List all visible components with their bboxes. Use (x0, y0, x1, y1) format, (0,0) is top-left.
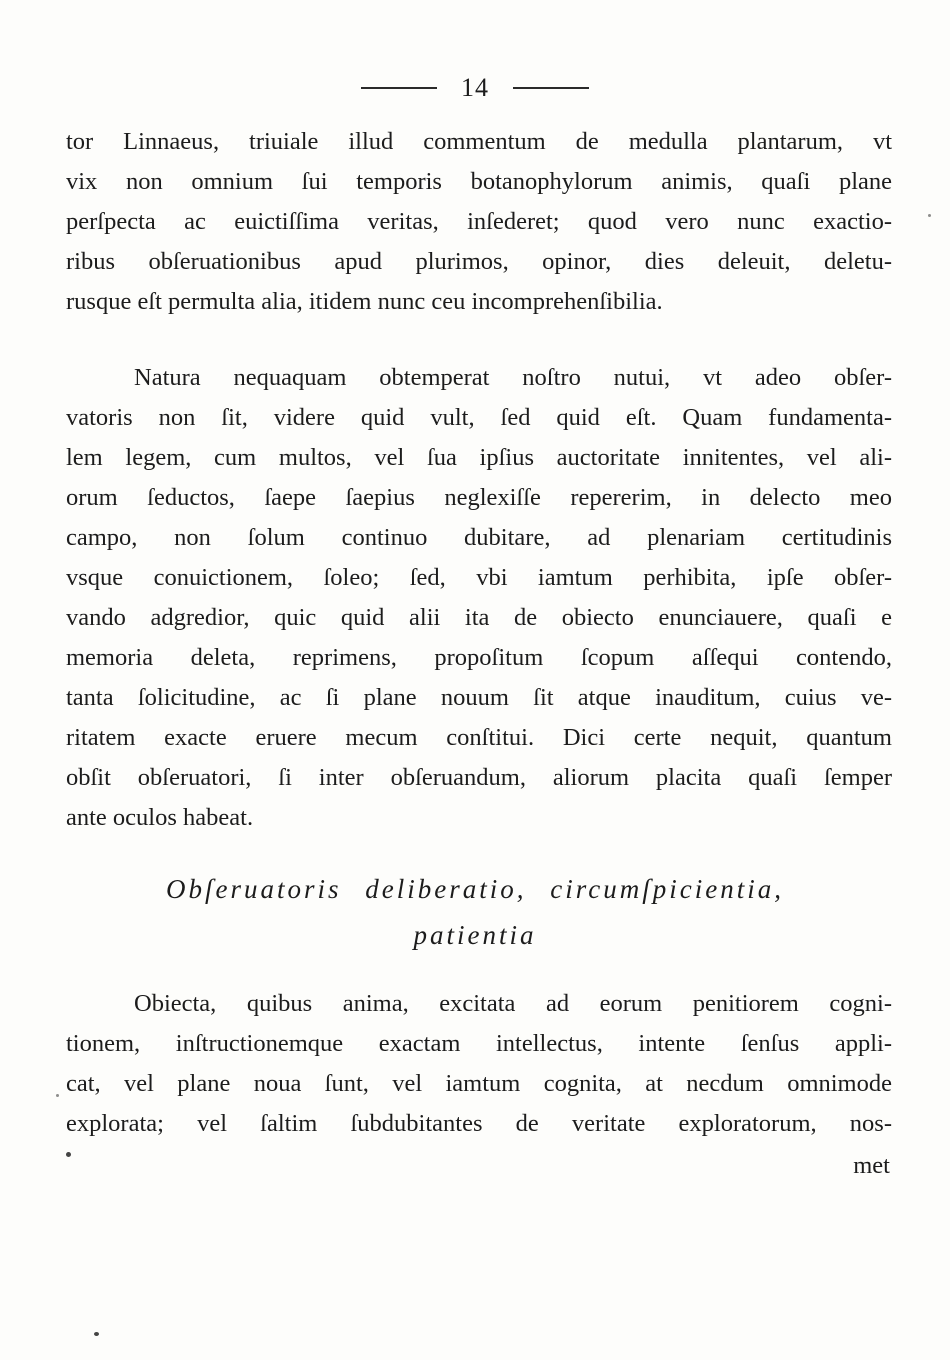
text-line: vix non omnium ſui temporis botanophylorum animis, quaſi plane (66, 168, 892, 195)
ink-speck (928, 214, 931, 217)
header-rule-left (361, 87, 437, 89)
text-line: lem legem, cum multos, vel ſua ipſius auctoritate innitentes, vel ali- (66, 444, 892, 471)
section-heading-continued: patientia (413, 920, 537, 950)
text-line: tionem, inſtructionemque exactam intellectus, intente ſenſus appli- (66, 1030, 892, 1057)
catchword: met (853, 1152, 890, 1179)
text-line: ante oculos habeat. (66, 804, 254, 831)
ink-speck (56, 1094, 59, 1097)
text-line: ribus obſeruationibus apud plurimos, opinor, dies deleuit, deletu- (66, 248, 892, 275)
text-line: Natura nequaquam obtemperat noſtro nutui, vt adeo obſer- (134, 364, 892, 391)
text-line: tanta ſolicitudine, ac ſi plane nouum ſit atque inauditum, cuius ve- (66, 684, 892, 711)
text-line: perſpecta ac euictiſſima veritas, inſederet; quod vero nunc exactio- (66, 208, 892, 235)
section-heading: Obſeruatoris deliberatio, circumſpicientia, (166, 874, 784, 904)
text-line: vsque conuictionem, ſoleo; ſed, vbi iamtum perhibita, ipſe obſer- (66, 564, 892, 591)
text-line: tor Linnaeus, triuiale illud commentum de medulla plantarum, vt (66, 128, 892, 155)
text-line: explorata; vel ſaltim ſubdubitantes de veritate exploratorum, nos- (66, 1110, 892, 1137)
text-line: orum ſeductos, ſaepe ſaepius neglexiſſe repererim, in delecto meo (66, 484, 892, 511)
text-line: ritatem exacte eruere mecum conſtitui. Dici certe nequit, quantum (66, 724, 892, 751)
ink-speck (66, 1152, 71, 1157)
text-line: Obiecta, quibus anima, excitata ad eorum penitiorem cogni- (134, 990, 892, 1017)
page-number: 14 (461, 73, 489, 102)
text-line: campo, non ſolum continuo dubitare, ad plenariam certitudinis (66, 524, 892, 551)
ink-speck (94, 1332, 99, 1336)
text-line: vando adgredior, quic quid alii ita de obiecto enunciauere, quaſi e (66, 604, 892, 631)
text-line: vatoris non ſit, videre quid vult, ſed quid eſt. Quam fundamenta- (66, 404, 892, 431)
text-line: obſit obſeruatori, ſi inter obſeruandum, aliorum placita quaſi ſemper (66, 764, 892, 791)
text-line: rusque eſt permulta alia, itidem nunc ceu incomprehenſibilia. (66, 288, 663, 315)
header-rule-right (513, 87, 589, 89)
page-header (0, 70, 950, 106)
text-line: cat, vel plane noua ſunt, vel iamtum cognita, at necdum omnimode (66, 1070, 892, 1097)
text-line: memoria deleta, reprimens, propoſitum ſcopum aſſequi contendo, (66, 644, 892, 671)
